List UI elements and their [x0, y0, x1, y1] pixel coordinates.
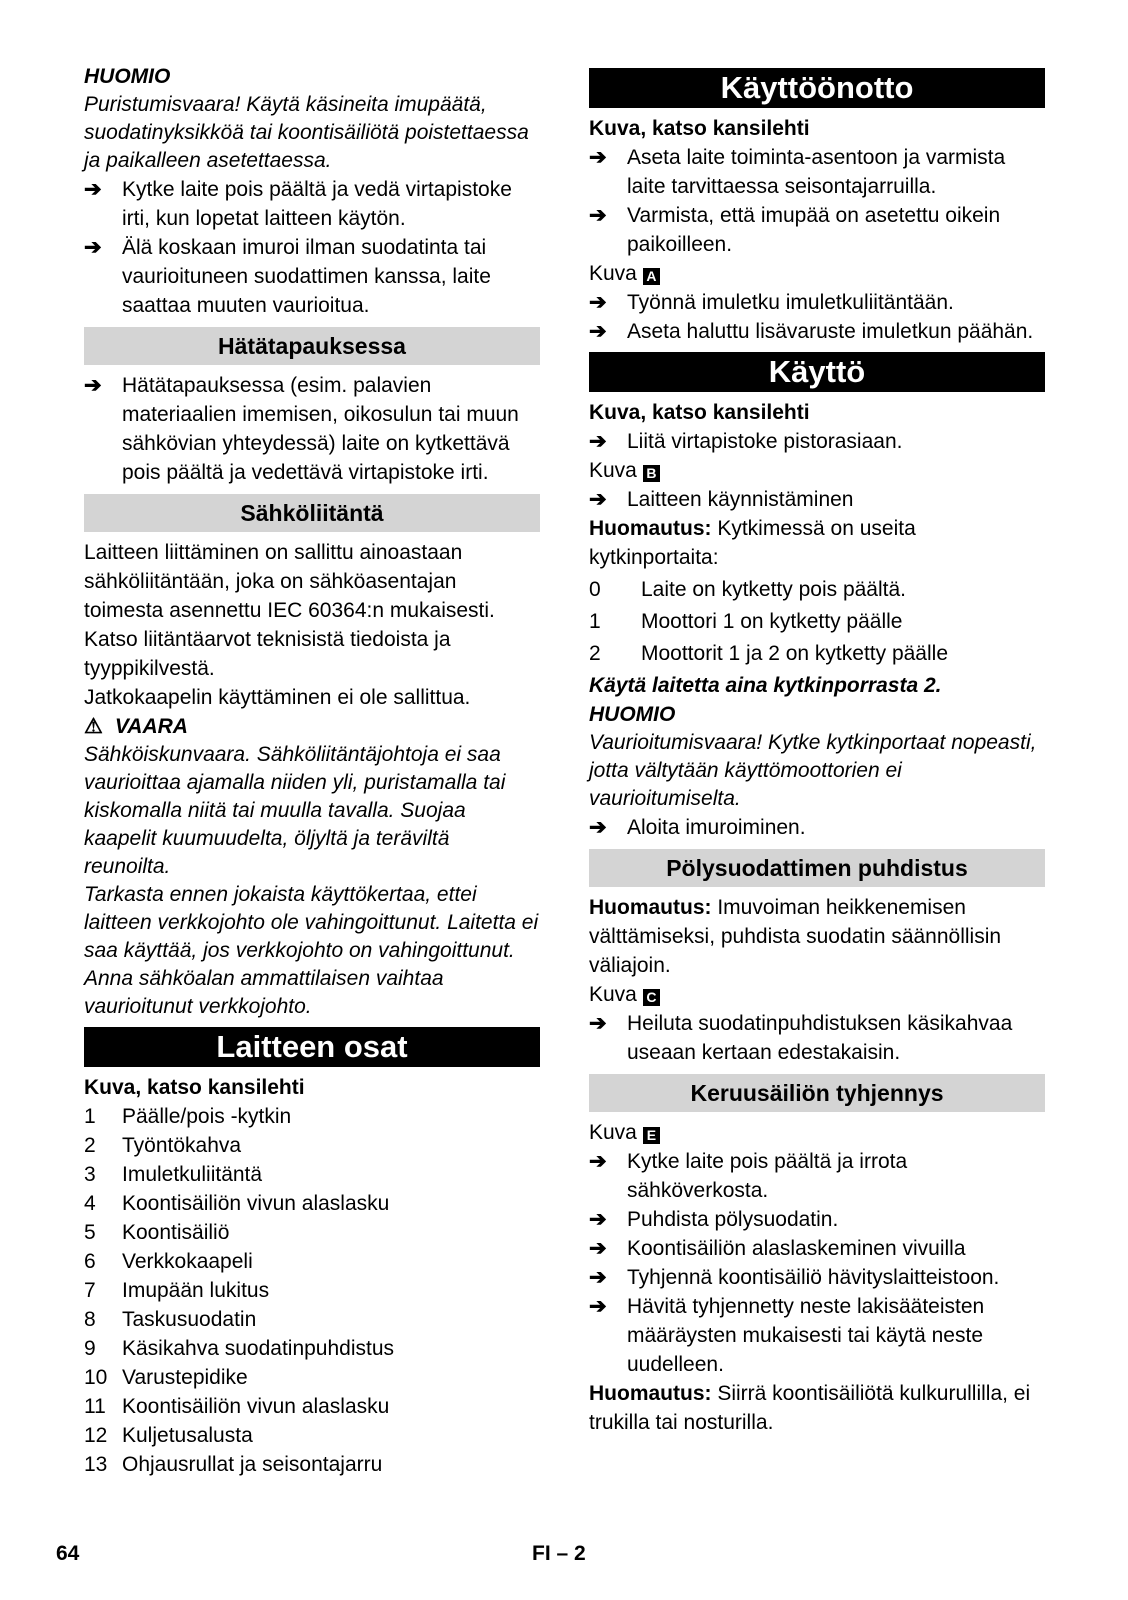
- arrow-right-icon: ➔: [84, 374, 102, 397]
- section-heading-container-emptying: Keruusäiliön tyhjennys: [589, 1074, 1045, 1112]
- list-item: 2 Moottorit 1 ja 2 on kytketty päälle: [589, 642, 948, 665]
- figure-reference: Kuva, katso kansilehti: [84, 1076, 305, 1099]
- list-item: ➔ Älä koskaan imuroi ilman suodatinta tai vaurioituneen suodattimen kanssa, laite saattaa muuten vaurioitua.: [84, 233, 540, 320]
- arrow-right-icon: ➔: [589, 291, 607, 314]
- arrow-right-icon: ➔: [589, 1295, 607, 1318]
- list-item: 10 Varustepidike: [84, 1366, 248, 1389]
- left-column: [84, 62, 540, 1479]
- caution-title: HUOMIO: [84, 65, 171, 88]
- list-item: 5 Koontisäiliö: [84, 1221, 230, 1244]
- arrow-right-icon: ➔: [589, 204, 607, 227]
- arrow-right-icon: ➔: [589, 1208, 607, 1231]
- paragraph: Jatkokaapelin käyttäminen ei ole sallittua.: [84, 686, 471, 709]
- list-item: 6 Verkkokaapeli: [84, 1250, 253, 1273]
- caution-text: Vaurioitumisvaara! Kytke kytkinportaat nopeasti, jotta vältytään käyttömoottorien ei vaurioitumiselta.: [589, 731, 1037, 810]
- danger-text: Tarkasta ennen jokaista käyttökertaa, ettei laitteen verkkojohto ole vahingoittunut. Laitetta ei saa käyttää, jos verkkojohto on vahingoittunut. Anna sähköalan ammattilaisen vaihtaa vaurioitunut verkkojohto.: [84, 883, 539, 1018]
- list-item: ➔ Kytke laite pois päältä ja vedä virtapistoke irti, kun lopetat laitteen käytön.: [84, 175, 540, 233]
- section-heading-electrical: Sähköliitäntä: [84, 494, 540, 532]
- page-number: 64: [56, 1542, 80, 1565]
- emphasis-line: Käytä laitetta aina kytkinporrasta 2.: [589, 674, 942, 697]
- parts-list: [84, 1102, 540, 1479]
- figure-label: Kuva C: [589, 980, 1045, 1009]
- section-heading-operation: Käyttö: [589, 352, 1045, 392]
- list-item: ➔ Laitteen käynnistäminen: [589, 485, 1045, 514]
- warning-triangle-icon: ⚠: [84, 715, 103, 738]
- list-item: ➔ Liitä virtapistoke pistorasiaan.: [589, 427, 1045, 456]
- figure-reference: Kuva, katso kansilehti: [589, 401, 810, 424]
- danger-text: Sähköiskunvaara. Sähköliitäntäjohtoja ei saa vaurioittaa ajamalla niiden yli, puristamalla tai kiskomalla niitä tai muulla tavalla. Suojaa kaapelit kuumuudelta, öljyltä ja teräviltä reunoilta.: [84, 743, 506, 878]
- arrow-right-icon: ➔: [589, 488, 607, 511]
- figure-label: Kuva A: [589, 259, 1045, 288]
- list-item: ➔ Tyhjennä koontisäiliö hävityslaitteistoon.: [589, 1263, 1045, 1292]
- note: Huomautus: Kytkimessä on useita kytkinportaita:: [589, 517, 916, 569]
- figure-label: Kuva B: [589, 456, 1045, 485]
- arrow-right-icon: ➔: [589, 1150, 607, 1173]
- note: Huomautus: Imuvoiman heikkenemisen välttämiseksi, puhdista suodatin säännöllisin väliajoin.: [589, 896, 1002, 977]
- list-item: ➔ Koontisäiliön alaslaskeminen vivuilla: [589, 1234, 1045, 1263]
- arrow-right-icon: ➔: [589, 146, 607, 169]
- figure-badge: E: [643, 1127, 660, 1144]
- list-item: 3 Imuletkuliitäntä: [84, 1163, 263, 1186]
- list-item: 0 Laite on kytketty pois päältä.: [589, 578, 906, 601]
- list-item: ➔ Heiluta suodatinpuhdistuksen käsikahvaa useaan kertaan edestakaisin.: [589, 1009, 1045, 1067]
- list-item: 2 Työntökahva: [84, 1134, 242, 1157]
- caution-text: Puristumisvaara! Käytä käsineita imupäätä, suodatinyksikköä tai koontisäiliötä poistettaessa ja paikalleen asetettaessa.: [84, 93, 529, 172]
- list-item: 1 Päälle/pois -kytkin: [84, 1105, 292, 1128]
- list-item: 7 Imupään lukitus: [84, 1279, 270, 1302]
- list-item: 9 Käsikahva suodatinpuhdistus: [84, 1337, 395, 1360]
- list-item: ➔ Aseta laite toiminta-asentoon ja varmista laite tarvittaessa seisontajarruilla.: [589, 143, 1045, 201]
- paragraph: Laitteen liittäminen on sallittu ainoastaan sähköliitäntään, joka on sähköasentajan toimesta asennettu IEC 60364:n mukaisesti.: [84, 541, 495, 622]
- arrow-right-icon: ➔: [84, 178, 102, 201]
- caution-title: HUOMIO: [589, 703, 676, 726]
- list-item: 13 Ohjausrullat ja seisontajarru: [84, 1453, 383, 1476]
- figure-badge: B: [643, 465, 660, 482]
- figure-badge: C: [643, 989, 660, 1006]
- section-heading-filter-cleaning: Pölysuodattimen puhdistus: [589, 849, 1045, 887]
- arrow-right-icon: ➔: [589, 1012, 607, 1035]
- list-item: ➔ Hätätapauksessa (esim. palavien materiaalien imemisen, oikosulun tai muun sähkövian yhteydessä) laite on kytkettävä pois päältä ja vedettävä virtapistoke irti.: [84, 371, 540, 487]
- list-item: ➔ Kytke laite pois päältä ja irrota sähköverkosta.: [589, 1147, 1045, 1205]
- arrow-right-icon: ➔: [84, 236, 102, 259]
- paragraph: Katso liitäntäarvot teknisistä tiedoista ja tyyppikilvestä.: [84, 628, 451, 680]
- language-page-label: FI – 2: [532, 1542, 586, 1565]
- section-heading-emergency: Hätätapauksessa: [84, 327, 540, 365]
- figure-badge: A: [643, 268, 660, 285]
- list-item: 8 Taskusuodatin: [84, 1308, 257, 1331]
- list-item: ➔ Työnnä imuletku imuletkuliitäntään.: [589, 288, 1045, 317]
- list-item: 1 Moottori 1 on kytketty päälle: [589, 610, 903, 633]
- list-item: 12 Kuljetusalusta: [84, 1424, 253, 1447]
- list-item: 4 Koontisäiliön vivun alaslasku: [84, 1192, 390, 1215]
- list-item: ➔ Puhdista pölysuodatin.: [589, 1205, 1045, 1234]
- figure-label: Kuva E: [589, 1118, 1045, 1147]
- arrow-right-icon: ➔: [589, 430, 607, 453]
- danger-title: ⚠ VAARA: [84, 715, 188, 738]
- arrow-right-icon: ➔: [589, 320, 607, 343]
- right-column: [589, 62, 1045, 1437]
- section-heading-parts: Laitteen osat: [84, 1027, 540, 1067]
- arrow-right-icon: ➔: [589, 816, 607, 839]
- figure-reference: Kuva, katso kansilehti: [589, 117, 810, 140]
- note: Huomautus: Siirrä koontisäiliötä kulkurullilla, ei trukilla tai nosturilla.: [589, 1382, 1031, 1434]
- arrow-right-icon: ➔: [589, 1266, 607, 1289]
- list-item: ➔ Aloita imuroiminen.: [589, 813, 1045, 842]
- list-item: ➔ Hävitä tyhjennetty neste lakisääteisten määräysten mukaisesti tai käytä neste uudelleen.: [589, 1292, 1045, 1379]
- list-item: 11 Koontisäiliön vivun alaslasku: [84, 1395, 390, 1418]
- section-heading-commissioning: Käyttöönotto: [589, 68, 1045, 108]
- arrow-right-icon: ➔: [589, 1237, 607, 1260]
- list-item: ➔ Varmista, että imupää on asetettu oikein paikoilleen.: [589, 201, 1045, 259]
- list-item: ➔ Aseta haluttu lisävaruste imuletkun päähän.: [589, 317, 1045, 346]
